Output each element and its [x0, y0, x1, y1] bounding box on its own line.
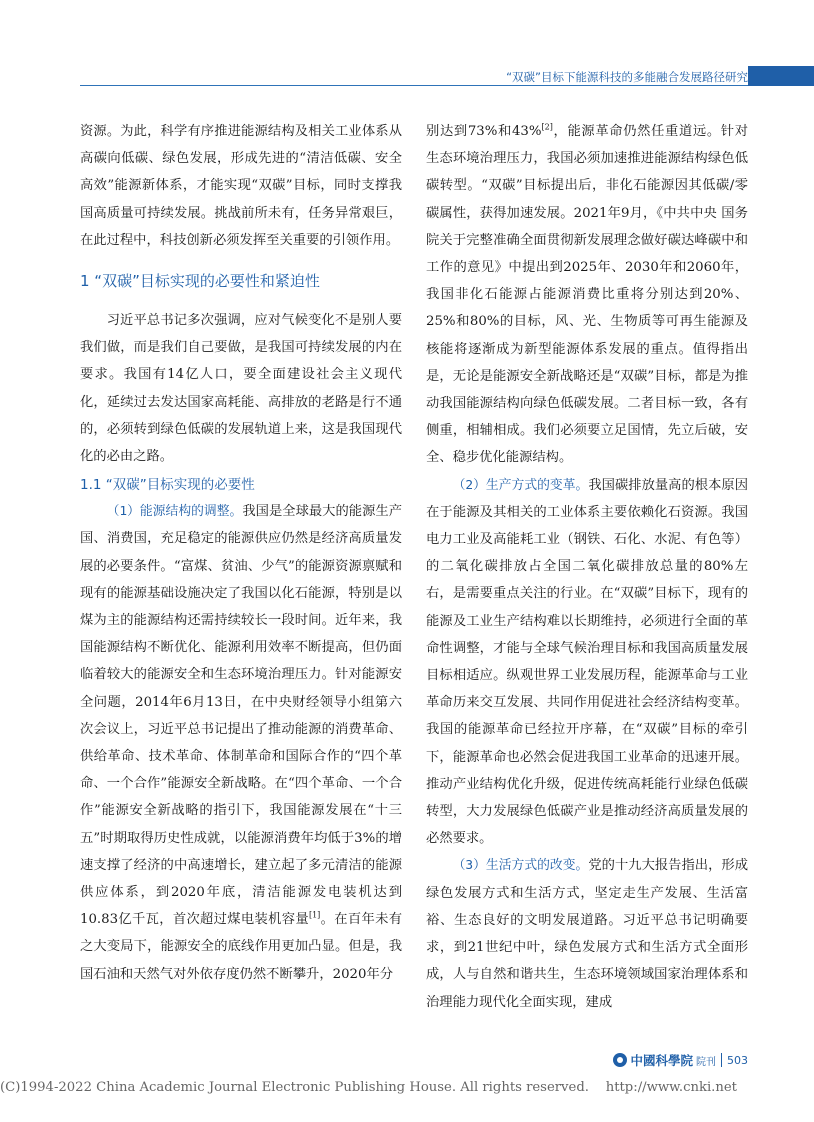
- citation-ref[interactable]: [1]: [308, 910, 321, 920]
- copyright-line: (C)1994-2022 China Academic Journal Electronic Publishing House. All rights reserved. http://www.cnki.net: [0, 1080, 737, 1095]
- right-column: [426, 118, 748, 1016]
- item-title: （2）生产方式的变革。: [452, 477, 589, 493]
- paragraph-text: 党的十九大报告指出，形成绿色发展方式和生活方式，坚定走生产发展、生活富裕、生态良好的文明发展道路。习近平总书记明确要求，到21世纪中叶，绿色发展方式和生活方式全面形成，人与自然和谐共生，生态环境领域国家治理体系和治理能力现代化全面实现，建成: [426, 858, 748, 1010]
- paragraph-text: 别达到73%和43%: [426, 124, 542, 139]
- citation-ref[interactable]: [2]: [541, 122, 553, 132]
- item-title: （3）生活方式的改变。: [452, 858, 589, 874]
- paragraph: 习近平总书记多次强调，应对气候变化不是别人要我们做，而是我们自己要做，是我国可持续发展的内在要求。我国有14亿人口，要全面建设社会主义现代化，延续过去发达国家高耗能、高排放的老路是行不通的，必须转到绿色低碳的发展轨道上来，这是我国现代化的必由之路。: [80, 313, 402, 465]
- paragraph-text: 。在百年未有之大变局下，能源安全的底线作用更加凸显。但是，我国石油和天然气对外依存度仍然不断攀升，2020年分: [80, 912, 402, 982]
- paragraph: [80, 498, 402, 988]
- header-accent-bar: [748, 66, 814, 86]
- header-rule: [80, 85, 748, 86]
- paragraph-text: 我国碳排放量高的根本原因在于能源及其相关的工业体系主要依赖化石资源。我国电力工业及高能耗工业（钢铁、石化、水泥、有色等）的二氧化碳排放占全国二氧化碳排放总量的80%左右，是需要重点关注的行业。在“双碳”目标下，现有的能源及工业生产结构难以长期维持，必须进行全面的革命性调整，才能与全球气候治理目标和我国高质量发展目标相适应。纵观世界工业发展历程，能源革命与工业革命历来交互发展、共同作用促进社会经济结构变革。我国的能源革命已经拉开序幕，在“双碳”目标的牵引下，能源革命也必然会促进我国工业革命的迅速开展。推动产业结构优化升级，促进传统高耗能行业绿色低碳转型，大力发展绿色低碳产业是推动经济高质量发展的必然要求。: [426, 477, 748, 847]
- paragraph: [426, 472, 748, 853]
- cas-logo-icon: [613, 1053, 627, 1067]
- journal-brand: 中國科學院: [630, 1053, 693, 1068]
- page-footer: [613, 1051, 748, 1069]
- paragraph-text: 我国是全球最大的能源生产国、消费国，充足稳定的能源供应仍然是经济高质量发展的必要条件。“富煤、贫油、少气”的能源资源禀赋和现有的能源基础设施决定了我国以化石能源，特别是以煤为主的能源结构还需持续较长一段时间。近年来，我国能源结构不断优化、能源利用效率不断提高，但仍面临着较大的能源安全和生态环境治理压力。针对能源安全问题，2014年6月13日，在中央财经领导小组第六次会议上，习近平总书记提出了推动能源的消费革命、供给革命、技术革命、体制革命和国际合作的“四个革命、一个合作”能源安全新战略。在“四个革命、一个合作”能源安全新战略的指引下，我国能源发展在“十三五”时期取得历史性成就，以能源消费年均低于3%的增速支撑了经济的中高速增长，建立起了多元清洁的能源供应体系，到2020年底，清洁能源发电装机达到10.83亿千瓦，首次超过煤电装机容量: [80, 504, 402, 928]
- paragraph: [426, 852, 748, 1015]
- journal-suffix: 院刊: [696, 1056, 716, 1068]
- running-header-title: “双碳”目标下能源科技的多能融合发展路径研究: [506, 70, 748, 84]
- subsection-heading: 1.1 “双碳”目标实现的必要性: [80, 477, 255, 494]
- left-column: [80, 118, 402, 988]
- page-number: 503: [727, 1053, 748, 1067]
- paragraph: [426, 118, 748, 472]
- section-heading: 1 “双碳”目标实现的必要性和紧迫性: [80, 272, 320, 291]
- item-title: （1）能源结构的调整。: [106, 504, 243, 520]
- footer-divider: [721, 1053, 722, 1067]
- paragraph-text: ，能源革命仍然任重道远。针对生态环境治理压力，我国必须加速推进能源结构绿色低碳转型。“双碳”目标提出后，非化石能源因其低碳/零碳属性，获得加速发展。2021年9月，《中共中央 国务院关于完整准确全面贯彻新发展理念做好碳达峰碳中和工作的意见》中提出到2025年、2030年和2060年，我国非化石能源占能源消费比重将分别达到20%、25%和80%的目标，风、光、生物质等可再生能源及核能将逐渐成为新型能源体系发展的重点。值得指出是，无论是能源安全新战略还是“双碳”目标，都是为推动我国能源结构向绿色低碳发展。二者目标一致，各有侧重，相辅相成。我们必须要立足国情，先立后破，安全、稳步优化能源结构。: [426, 124, 749, 466]
- paragraph: 资源。为此，科学有序推进能源结构及相关工业体系从高碳向低碳、绿色发展，形成先进的“清洁低碳、安全高效”能源新体系，才能实现“双碳”目标，同时支撑我国高质量可持续发展。挑战前所未有，任务异常艰巨，在此过程中，科技创新必须发挥至关重要的引领作用。: [80, 124, 402, 248]
